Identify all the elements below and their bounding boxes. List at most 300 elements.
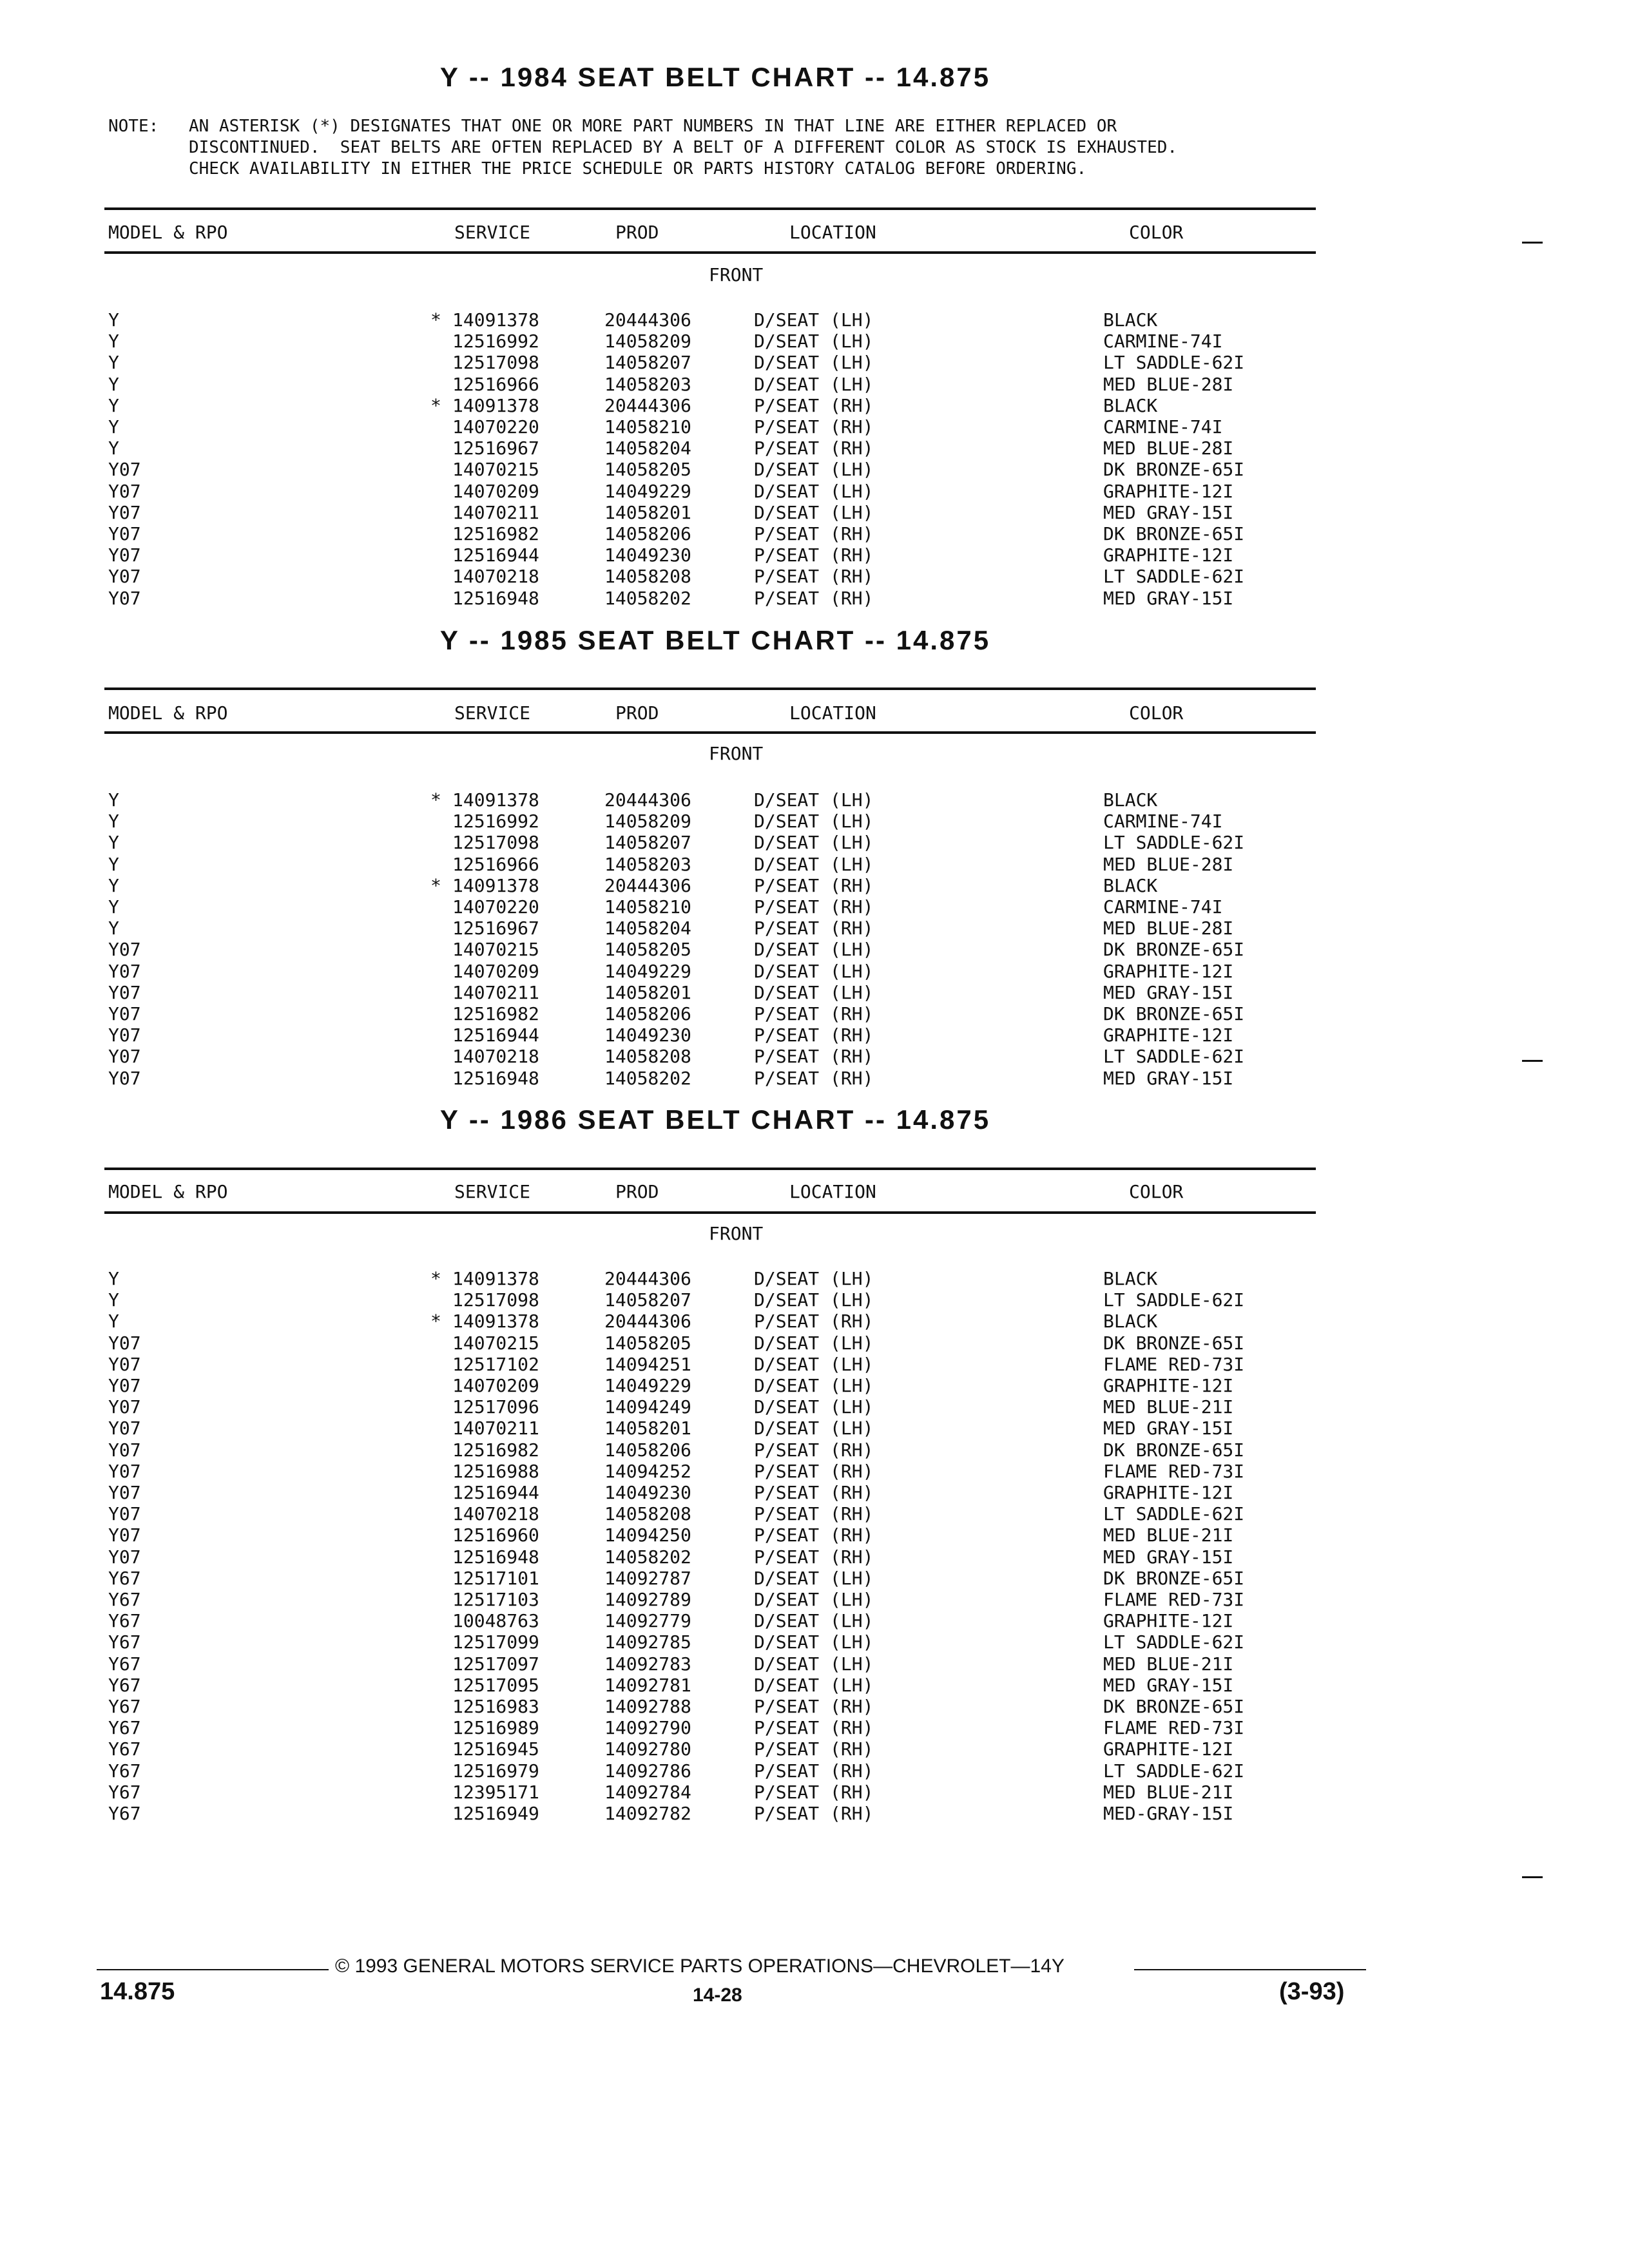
color-cell: GRAPHITE-12I: [1103, 544, 1234, 566]
location-cell: D/SEAT (LH): [754, 1268, 874, 1289]
table-row: [0, 1311, 1629, 1332]
service-number-cell: 14070211: [452, 982, 539, 1003]
prod-number-cell: 14092784: [604, 1782, 691, 1803]
prod-number-cell: 14094250: [604, 1524, 691, 1546]
service-number-cell: 12516948: [452, 1546, 539, 1568]
model-rpo-cell: Y67: [108, 1675, 141, 1696]
location-cell: D/SEAT (LH): [754, 811, 874, 832]
table-row: [0, 395, 1629, 416]
table-row: [0, 939, 1629, 960]
service-number-cell: 12516992: [452, 331, 539, 352]
service-number-cell: 14070218: [452, 1046, 539, 1067]
table-row: [0, 1610, 1629, 1631]
model-rpo-cell: Y: [108, 896, 119, 918]
service-number-cell: 12516960: [452, 1524, 539, 1546]
table-row: [0, 588, 1629, 609]
model-rpo-cell: Y07: [108, 459, 141, 480]
column-header-model: MODEL & RPO: [108, 1181, 228, 1202]
prod-number-cell: 14094249: [604, 1396, 691, 1418]
service-number-cell: 12516967: [452, 437, 539, 459]
model-rpo-cell: Y67: [108, 1738, 141, 1760]
prod-number-cell: 14058202: [604, 1546, 691, 1568]
location-cell: D/SEAT (LH): [754, 1418, 874, 1439]
location-cell: P/SEAT (RH): [754, 1046, 874, 1067]
model-rpo-cell: Y: [108, 437, 119, 459]
service-number-cell: 14091378: [452, 395, 539, 416]
table-row: [0, 1738, 1629, 1760]
service-number-cell: 12516944: [452, 1024, 539, 1046]
model-rpo-cell: Y: [108, 811, 119, 832]
color-cell: DK BRONZE-65I: [1103, 939, 1245, 960]
model-rpo-cell: Y: [108, 1289, 119, 1311]
location-cell: D/SEAT (LH): [754, 982, 874, 1003]
model-rpo-cell: Y07: [108, 1046, 141, 1067]
model-rpo-cell: Y07: [108, 1024, 141, 1046]
footer-copyright: © 1993 GENERAL MOTORS SERVICE PARTS OPERATIONS—CHEVROLET—14Y: [335, 1956, 1065, 1977]
model-rpo-cell: Y67: [108, 1589, 141, 1610]
table-row: [0, 1046, 1629, 1067]
column-header-service: SERVICE: [454, 222, 531, 243]
prod-number-cell: 14092787: [604, 1568, 691, 1589]
location-cell: P/SEAT (RH): [754, 875, 874, 896]
group-label-front: FRONT: [709, 264, 764, 285]
color-cell: MED GRAY-15I: [1103, 1418, 1234, 1439]
table-top-rule: [104, 207, 1316, 210]
prod-number-cell: 14058205: [604, 459, 691, 480]
column-header-service: SERVICE: [454, 702, 531, 724]
color-cell: DK BRONZE-65I: [1103, 459, 1245, 480]
location-cell: P/SEAT (RH): [754, 1482, 874, 1503]
model-rpo-cell: Y67: [108, 1610, 141, 1631]
service-number-cell: 14070218: [452, 566, 539, 587]
location-cell: P/SEAT (RH): [754, 395, 874, 416]
prod-number-cell: 14058202: [604, 1068, 691, 1089]
model-rpo-cell: Y67: [108, 1631, 141, 1653]
prod-number-cell: 20444306: [604, 1311, 691, 1332]
asterisk-cell: *: [430, 875, 441, 896]
table-row: [0, 1524, 1629, 1546]
model-rpo-cell: Y07: [108, 481, 141, 502]
prod-number-cell: 14058203: [604, 374, 691, 395]
service-number-cell: 12516988: [452, 1461, 539, 1482]
column-header-service: SERVICE: [454, 1181, 531, 1202]
service-number-cell: 12517095: [452, 1675, 539, 1696]
service-number-cell: 12516982: [452, 1439, 539, 1461]
service-number-cell: 14070211: [452, 1418, 539, 1439]
table-row: [0, 1653, 1629, 1675]
color-cell: MED-GRAY-15I: [1103, 1803, 1234, 1824]
location-cell: D/SEAT (LH): [754, 1289, 874, 1311]
color-cell: FLAME RED-73I: [1103, 1717, 1245, 1738]
table-top-rule: [104, 687, 1316, 690]
model-rpo-cell: Y07: [108, 1003, 141, 1024]
model-rpo-cell: Y07: [108, 1482, 141, 1503]
location-cell: D/SEAT (LH): [754, 1568, 874, 1589]
color-cell: GRAPHITE-12I: [1103, 961, 1234, 982]
prod-number-cell: 14058202: [604, 588, 691, 609]
location-cell: P/SEAT (RH): [754, 1068, 874, 1089]
color-cell: MED GRAY-15I: [1103, 588, 1234, 609]
color-cell: BLACK: [1103, 1311, 1158, 1332]
color-cell: BLACK: [1103, 1268, 1158, 1289]
column-header-location: LOCATION: [789, 1181, 876, 1202]
prod-number-cell: 20444306: [604, 1268, 691, 1289]
color-cell: MED GRAY-15I: [1103, 982, 1234, 1003]
location-cell: P/SEAT (RH): [754, 1311, 874, 1332]
prod-number-cell: 14058210: [604, 416, 691, 437]
location-cell: D/SEAT (LH): [754, 1332, 874, 1354]
location-cell: P/SEAT (RH): [754, 416, 874, 437]
location-cell: P/SEAT (RH): [754, 1439, 874, 1461]
table-row: [0, 1439, 1629, 1461]
color-cell: MED BLUE-21I: [1103, 1396, 1234, 1418]
service-number-cell: 12516948: [452, 1068, 539, 1089]
service-number-cell: 12517098: [452, 832, 539, 853]
table-row: [0, 1675, 1629, 1696]
model-rpo-cell: Y07: [108, 1503, 141, 1524]
table-row: [0, 1482, 1629, 1503]
service-number-cell: 12516944: [452, 1482, 539, 1503]
location-cell: P/SEAT (RH): [754, 1696, 874, 1717]
asterisk-cell: *: [430, 789, 441, 811]
prod-number-cell: 14092786: [604, 1760, 691, 1782]
prod-number-cell: 14058210: [604, 896, 691, 918]
table-row: [0, 1396, 1629, 1418]
prod-number-cell: 14058205: [604, 939, 691, 960]
prod-number-cell: 14058207: [604, 1289, 691, 1311]
color-cell: MED BLUE-28I: [1103, 374, 1234, 395]
prod-number-cell: 14092783: [604, 1653, 691, 1675]
table-row: [0, 1461, 1629, 1482]
service-number-cell: 12516944: [452, 544, 539, 566]
header-bottom-rule: [104, 251, 1316, 254]
model-rpo-cell: Y07: [108, 588, 141, 609]
table-row: [0, 1332, 1629, 1354]
color-cell: GRAPHITE-12I: [1103, 1482, 1234, 1503]
location-cell: P/SEAT (RH): [754, 544, 874, 566]
model-rpo-cell: Y: [108, 331, 119, 352]
note-line: CHECK AVAILABILITY IN EITHER THE PRICE SCHEDULE OR PARTS HISTORY CATALOG BEFORE ORDERING.: [189, 159, 1087, 178]
table-row: [0, 1024, 1629, 1046]
model-rpo-cell: Y07: [108, 1332, 141, 1354]
location-cell: D/SEAT (LH): [754, 961, 874, 982]
service-number-cell: 14070218: [452, 1503, 539, 1524]
table-row: [0, 1418, 1629, 1439]
prod-number-cell: 14058203: [604, 854, 691, 875]
service-number-cell: 14070220: [452, 896, 539, 918]
asterisk-cell: *: [430, 395, 441, 416]
model-rpo-cell: Y07: [108, 1418, 141, 1439]
service-number-cell: 14070209: [452, 961, 539, 982]
prod-number-cell: 14058204: [604, 437, 691, 459]
location-cell: D/SEAT (LH): [754, 331, 874, 352]
service-number-cell: 14070209: [452, 481, 539, 502]
location-cell: D/SEAT (LH): [754, 1610, 874, 1631]
model-rpo-cell: Y07: [108, 1354, 141, 1375]
color-cell: MED BLUE-28I: [1103, 854, 1234, 875]
margin-mark: [1522, 242, 1543, 244]
service-number-cell: 12516983: [452, 1696, 539, 1717]
table-row: [0, 331, 1629, 352]
table-row: [0, 1503, 1629, 1524]
column-header-prod: PROD: [615, 222, 659, 243]
prod-number-cell: 14049230: [604, 1024, 691, 1046]
table-row: [0, 502, 1629, 523]
asterisk-cell: *: [430, 1268, 441, 1289]
color-cell: MED GRAY-15I: [1103, 502, 1234, 523]
location-cell: D/SEAT (LH): [754, 502, 874, 523]
location-cell: P/SEAT (RH): [754, 918, 874, 939]
prod-number-cell: 20444306: [604, 309, 691, 331]
table-row: [0, 1068, 1629, 1089]
color-cell: DK BRONZE-65I: [1103, 1003, 1245, 1024]
service-number-cell: 12516948: [452, 588, 539, 609]
footer-rule-left: [97, 1969, 329, 1970]
model-rpo-cell: Y: [108, 854, 119, 875]
color-cell: LT SADDLE-62I: [1103, 832, 1245, 853]
prod-number-cell: 14049229: [604, 1375, 691, 1396]
model-rpo-cell: Y67: [108, 1568, 141, 1589]
column-header-location: LOCATION: [789, 222, 876, 243]
model-rpo-cell: Y07: [108, 982, 141, 1003]
table-row: [0, 811, 1629, 832]
color-cell: DK BRONZE-65I: [1103, 1439, 1245, 1461]
service-number-cell: 14091378: [452, 875, 539, 896]
location-cell: P/SEAT (RH): [754, 896, 874, 918]
prod-number-cell: 14092790: [604, 1717, 691, 1738]
service-number-cell: 12516982: [452, 1003, 539, 1024]
prod-number-cell: 14092788: [604, 1696, 691, 1717]
location-cell: D/SEAT (LH): [754, 374, 874, 395]
service-number-cell: 14070215: [452, 1332, 539, 1354]
prod-number-cell: 14058206: [604, 523, 691, 544]
service-number-cell: 14091378: [452, 1311, 539, 1332]
color-cell: BLACK: [1103, 875, 1158, 896]
model-rpo-cell: Y07: [108, 1439, 141, 1461]
color-cell: BLACK: [1103, 789, 1158, 811]
prod-number-cell: 14058208: [604, 1503, 691, 1524]
table-row: [0, 1803, 1629, 1824]
table-row: [0, 1631, 1629, 1653]
service-number-cell: 12516989: [452, 1717, 539, 1738]
table-row: [0, 1782, 1629, 1803]
service-number-cell: 14070220: [452, 416, 539, 437]
color-cell: MED GRAY-15I: [1103, 1546, 1234, 1568]
color-cell: MED BLUE-21I: [1103, 1782, 1234, 1803]
prod-number-cell: 14049230: [604, 1482, 691, 1503]
color-cell: MED GRAY-15I: [1103, 1068, 1234, 1089]
table-row: [0, 437, 1629, 459]
prod-number-cell: 14058204: [604, 918, 691, 939]
location-cell: P/SEAT (RH): [754, 437, 874, 459]
table-row: [0, 481, 1629, 502]
model-rpo-cell: Y67: [108, 1717, 141, 1738]
color-cell: LT SADDLE-62I: [1103, 1631, 1245, 1653]
location-cell: P/SEAT (RH): [754, 1524, 874, 1546]
model-rpo-cell: Y: [108, 352, 119, 373]
table-row: [0, 789, 1629, 811]
location-cell: D/SEAT (LH): [754, 1375, 874, 1396]
color-cell: MED BLUE-28I: [1103, 918, 1234, 939]
prod-number-cell: 14058209: [604, 811, 691, 832]
footer-date-code: (3-93): [1279, 1978, 1345, 2005]
location-cell: D/SEAT (LH): [754, 459, 874, 480]
footer-rule-right: [1134, 1969, 1366, 1970]
service-number-cell: 12516982: [452, 523, 539, 544]
location-cell: P/SEAT (RH): [754, 1546, 874, 1568]
service-number-cell: 12516966: [452, 374, 539, 395]
location-cell: D/SEAT (LH): [754, 352, 874, 373]
prod-number-cell: 20444306: [604, 875, 691, 896]
model-rpo-cell: Y67: [108, 1653, 141, 1675]
table-row: [0, 896, 1629, 918]
service-number-cell: 12516966: [452, 854, 539, 875]
model-rpo-cell: Y: [108, 875, 119, 896]
table-row: [0, 1717, 1629, 1738]
table-row: [0, 309, 1629, 331]
location-cell: D/SEAT (LH): [754, 1653, 874, 1675]
table-row: [0, 1696, 1629, 1717]
prod-number-cell: 14058201: [604, 502, 691, 523]
asterisk-cell: *: [430, 309, 441, 331]
service-number-cell: 14091378: [452, 1268, 539, 1289]
location-cell: D/SEAT (LH): [754, 854, 874, 875]
prod-number-cell: 20444306: [604, 789, 691, 811]
group-label-front: FRONT: [709, 743, 764, 764]
location-cell: P/SEAT (RH): [754, 1717, 874, 1738]
model-rpo-cell: Y07: [108, 1068, 141, 1089]
group-label-front: FRONT: [709, 1223, 764, 1244]
service-number-cell: 14070209: [452, 1375, 539, 1396]
location-cell: P/SEAT (RH): [754, 1024, 874, 1046]
prod-number-cell: 14058201: [604, 1418, 691, 1439]
table-row: [0, 832, 1629, 853]
color-cell: LT SADDLE-62I: [1103, 1046, 1245, 1067]
column-header-model: MODEL & RPO: [108, 702, 228, 724]
prod-number-cell: 20444306: [604, 395, 691, 416]
prod-number-cell: 14092789: [604, 1589, 691, 1610]
location-cell: P/SEAT (RH): [754, 1760, 874, 1782]
prod-number-cell: 14094251: [604, 1354, 691, 1375]
model-rpo-cell: Y07: [108, 1546, 141, 1568]
table-row: [0, 1589, 1629, 1610]
location-cell: D/SEAT (LH): [754, 832, 874, 853]
color-cell: GRAPHITE-12I: [1103, 1024, 1234, 1046]
location-cell: P/SEAT (RH): [754, 1803, 874, 1824]
table-row: [0, 1289, 1629, 1311]
location-cell: D/SEAT (LH): [754, 1354, 874, 1375]
prod-number-cell: 14049230: [604, 544, 691, 566]
chart-title-1985: Y -- 1985 SEAT BELT CHART -- 14.875: [439, 625, 991, 655]
color-cell: CARMINE-74I: [1103, 331, 1223, 352]
color-cell: LT SADDLE-62I: [1103, 1503, 1245, 1524]
note-label: NOTE:: [108, 117, 159, 136]
prod-number-cell: 14058209: [604, 331, 691, 352]
color-cell: LT SADDLE-62I: [1103, 352, 1245, 373]
location-cell: P/SEAT (RH): [754, 566, 874, 587]
service-number-cell: 14070215: [452, 459, 539, 480]
chart-title-1984: Y -- 1984 SEAT BELT CHART -- 14.875: [439, 62, 991, 92]
column-header-color: COLOR: [1129, 222, 1184, 243]
color-cell: CARMINE-74I: [1103, 811, 1223, 832]
service-number-cell: 12517097: [452, 1653, 539, 1675]
prod-number-cell: 14092782: [604, 1803, 691, 1824]
color-cell: DK BRONZE-65I: [1103, 523, 1245, 544]
table-row: [0, 875, 1629, 896]
asterisk-cell: *: [430, 1311, 441, 1332]
service-number-cell: 10048763: [452, 1610, 539, 1631]
location-cell: D/SEAT (LH): [754, 1396, 874, 1418]
model-rpo-cell: Y07: [108, 502, 141, 523]
column-header-color: COLOR: [1129, 702, 1184, 724]
model-rpo-cell: Y: [108, 832, 119, 853]
model-rpo-cell: Y: [108, 918, 119, 939]
table-row: [0, 1003, 1629, 1024]
color-cell: DK BRONZE-65I: [1103, 1696, 1245, 1717]
model-rpo-cell: Y: [108, 395, 119, 416]
table-top-rule: [104, 1168, 1316, 1170]
prod-number-cell: 14058208: [604, 566, 691, 587]
location-cell: P/SEAT (RH): [754, 588, 874, 609]
location-cell: P/SEAT (RH): [754, 1782, 874, 1803]
location-cell: D/SEAT (LH): [754, 939, 874, 960]
service-number-cell: 12517099: [452, 1631, 539, 1653]
table-row: [0, 523, 1629, 544]
model-rpo-cell: Y: [108, 416, 119, 437]
location-cell: D/SEAT (LH): [754, 481, 874, 502]
column-header-color: COLOR: [1129, 1181, 1184, 1202]
service-number-cell: 12516992: [452, 811, 539, 832]
color-cell: MED BLUE-28I: [1103, 437, 1234, 459]
model-rpo-cell: Y07: [108, 566, 141, 587]
prod-number-cell: 14092781: [604, 1675, 691, 1696]
service-number-cell: 14091378: [452, 789, 539, 811]
color-cell: GRAPHITE-12I: [1103, 481, 1234, 502]
service-number-cell: 12516967: [452, 918, 539, 939]
color-cell: FLAME RED-73I: [1103, 1354, 1245, 1375]
model-rpo-cell: Y: [108, 309, 119, 331]
prod-number-cell: 14058206: [604, 1003, 691, 1024]
color-cell: CARMINE-74I: [1103, 896, 1223, 918]
table-row: [0, 854, 1629, 875]
color-cell: GRAPHITE-12I: [1103, 1610, 1234, 1631]
prod-number-cell: 14058206: [604, 1439, 691, 1461]
color-cell: CARMINE-74I: [1103, 416, 1223, 437]
chart-title-1986: Y -- 1986 SEAT BELT CHART -- 14.875: [439, 1104, 991, 1135]
model-rpo-cell: Y07: [108, 1396, 141, 1418]
service-number-cell: 12516949: [452, 1803, 539, 1824]
table-row: [0, 374, 1629, 395]
table-row: [0, 416, 1629, 437]
model-rpo-cell: Y07: [108, 1375, 141, 1396]
service-number-cell: 12517098: [452, 1289, 539, 1311]
color-cell: LT SADDLE-62I: [1103, 566, 1245, 587]
model-rpo-cell: Y67: [108, 1696, 141, 1717]
table-row: [0, 1354, 1629, 1375]
color-cell: FLAME RED-73I: [1103, 1589, 1245, 1610]
table-row: [0, 982, 1629, 1003]
location-cell: D/SEAT (LH): [754, 789, 874, 811]
model-rpo-cell: Y07: [108, 939, 141, 960]
table-row: [0, 459, 1629, 480]
table-row: [0, 352, 1629, 373]
service-number-cell: 12517102: [452, 1354, 539, 1375]
location-cell: P/SEAT (RH): [754, 1503, 874, 1524]
location-cell: D/SEAT (LH): [754, 1589, 874, 1610]
table-row: [0, 1760, 1629, 1782]
model-rpo-cell: Y07: [108, 544, 141, 566]
column-header-prod: PROD: [615, 702, 659, 724]
